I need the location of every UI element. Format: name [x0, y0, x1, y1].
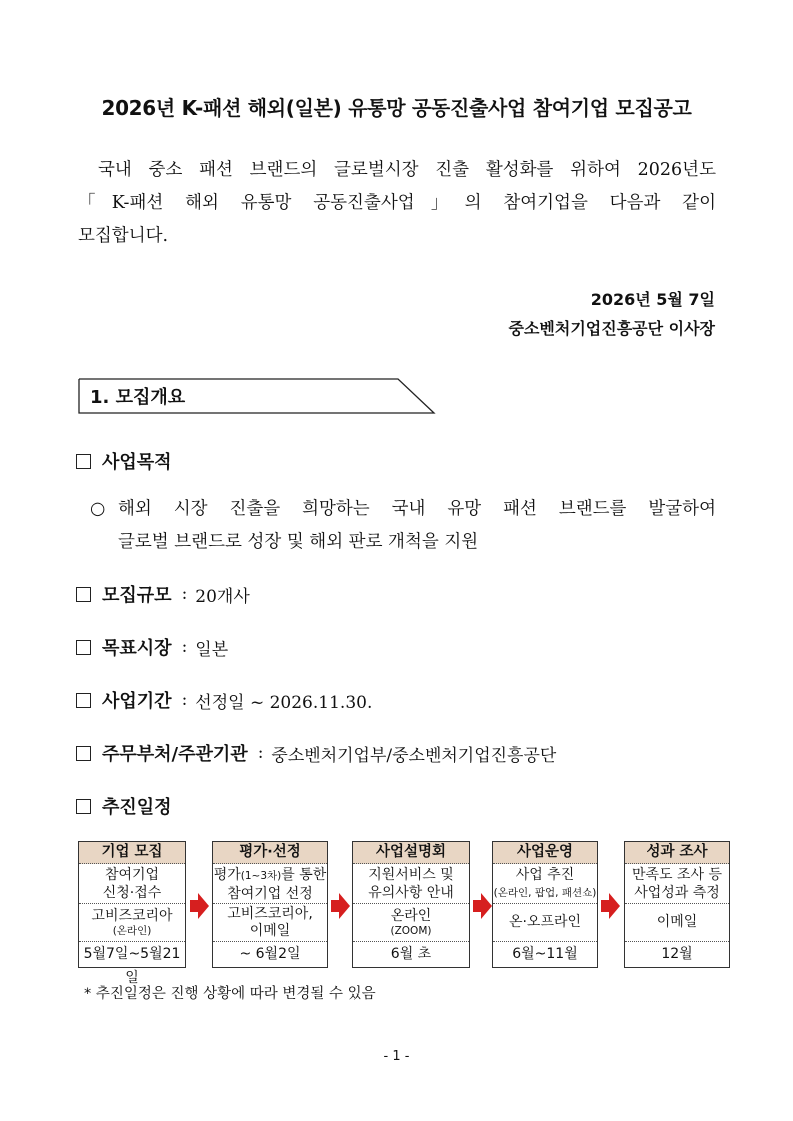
- market-separator: :: [181, 637, 188, 657]
- arrow-right-icon: [473, 893, 493, 919]
- period-value: 선정일 ~ 2026.11.30.: [195, 692, 373, 713]
- market-value: 일본: [195, 639, 229, 660]
- step-activity: [493, 864, 597, 904]
- step-activity-line: 유의사항 안내: [368, 885, 454, 901]
- purpose-bullet: [90, 493, 716, 559]
- step-activity-line: 신청·접수: [102, 885, 162, 901]
- step-period: 5월7일~5월21일: [83, 946, 181, 986]
- checkbox-icon: [76, 640, 91, 655]
- step-period: ~ 6월2일: [239, 946, 301, 962]
- step-header: 사업설명회: [353, 842, 469, 864]
- page-number: - 1 -: [383, 1049, 410, 1064]
- step-activity: [353, 864, 469, 904]
- step-activity-line: 평가(1~3차)를 통한: [213, 867, 327, 883]
- announcement-date: 2026년 5월 7일: [590, 290, 715, 309]
- intro-line-1: 국내 중소 패션 브랜드의 글로벌시장 진출 활성화를 위하여 2026년도: [98, 160, 716, 180]
- step-method: [353, 904, 469, 942]
- step-activity-line: 참여기업 선정: [227, 886, 313, 902]
- scale-separator: :: [181, 584, 188, 604]
- purpose-line-1: 해외 시장 진출을 희망하는 국내 유망 패션 브랜드를 발굴하여: [118, 499, 716, 519]
- step-header: 사업운영: [493, 842, 597, 864]
- step-activity-line: 사업 추진: [515, 867, 575, 883]
- step-header: 기업 모집: [79, 842, 185, 864]
- arrow-right-icon: [331, 893, 351, 919]
- step-method-line: 이메일: [249, 922, 291, 939]
- step-activity-line: 만족도 조사 등: [631, 867, 723, 883]
- purpose-heading: [76, 448, 172, 474]
- purpose-label: 사업목적: [102, 452, 172, 473]
- schedule-step: [212, 841, 328, 968]
- step-method: [213, 904, 327, 942]
- step-method: [493, 904, 597, 942]
- schedule-step: [78, 841, 186, 986]
- intro-line-3: 모집합니다.: [78, 226, 169, 246]
- step-method: [79, 904, 185, 942]
- step-method-line: 고비즈코리아,: [227, 905, 313, 922]
- period-label: 사업기간: [102, 691, 172, 712]
- issuer: 중소벤처기업진흥공단 이사장: [508, 319, 715, 338]
- checkbox-icon: [76, 799, 91, 814]
- step-method-line: 온라인: [390, 907, 432, 924]
- scale-value: 20개사: [195, 586, 250, 607]
- section-heading-box: [78, 377, 434, 413]
- step-period: 6월~11월: [512, 946, 578, 962]
- arrow-right-icon: [190, 893, 210, 919]
- org-item: [76, 740, 556, 766]
- checkbox-icon: [76, 454, 91, 469]
- section-title: 1. 모집개요: [90, 387, 186, 408]
- schedule-heading: [76, 793, 172, 819]
- schedule-flow: [78, 841, 730, 986]
- document-title: 2026년 K-패션 해외(일본) 유통망 공동진출사업 참여기업 모집공고: [101, 96, 692, 120]
- schedule-note: * 추진일정은 진행 상황에 따라 변경될 수 있음: [84, 986, 376, 1002]
- intro-paragraph: [78, 154, 716, 253]
- step-method-note: (ZOOM): [390, 924, 432, 937]
- step-activity-note: (온라인, 팝업, 패션쇼): [493, 887, 597, 899]
- org-value: 중소벤처기업부/중소벤처기업진흥공단: [271, 745, 557, 766]
- scale-item: [76, 581, 250, 607]
- purpose-line-2: 글로벌 브랜드로 성장 및 해외 판로 개척을 지원: [118, 532, 479, 552]
- step-period: 12월: [661, 946, 693, 962]
- bullet-circle-icon: ○: [90, 499, 106, 519]
- checkbox-icon: [76, 693, 91, 708]
- checkbox-icon: [76, 587, 91, 602]
- step-method-line: 온·오프라인: [508, 914, 582, 930]
- org-label: 주무부처/주관기관: [102, 744, 248, 765]
- step-activity-line: 지원서비스 및: [368, 867, 454, 883]
- step-activity-line: 참여기업: [104, 867, 160, 883]
- market-label: 목표시장: [102, 638, 172, 659]
- market-item: [76, 634, 228, 660]
- step-activity: [625, 864, 729, 904]
- step-method-line: 고비즈코리아: [91, 907, 173, 924]
- schedule-step: [624, 841, 730, 968]
- scale-label: 모집규모: [102, 585, 172, 606]
- checkbox-icon: [76, 746, 91, 761]
- period-item: [76, 687, 372, 713]
- arrow-right-icon: [601, 893, 621, 919]
- schedule-step: [352, 841, 470, 968]
- step-activity: [213, 864, 327, 904]
- schedule-label: 추진일정: [102, 797, 172, 818]
- period-separator: :: [181, 690, 188, 710]
- step-activity-line: 사업성과 측정: [634, 885, 720, 901]
- step-activity: [79, 864, 185, 904]
- step-period: 6월 초: [390, 946, 432, 962]
- step-method: [625, 904, 729, 942]
- step-method-line: 이메일: [656, 914, 698, 930]
- step-method-note: (온라인): [112, 924, 152, 937]
- step-header: 성과 조사: [625, 842, 729, 864]
- schedule-step: [492, 841, 598, 968]
- step-header: 평가·선정: [213, 842, 327, 864]
- intro-line-2: 「K-패션 해외 유통망 공동진출사업」의 참여기업을 다음과 같이: [78, 193, 716, 213]
- org-separator: :: [257, 743, 264, 763]
